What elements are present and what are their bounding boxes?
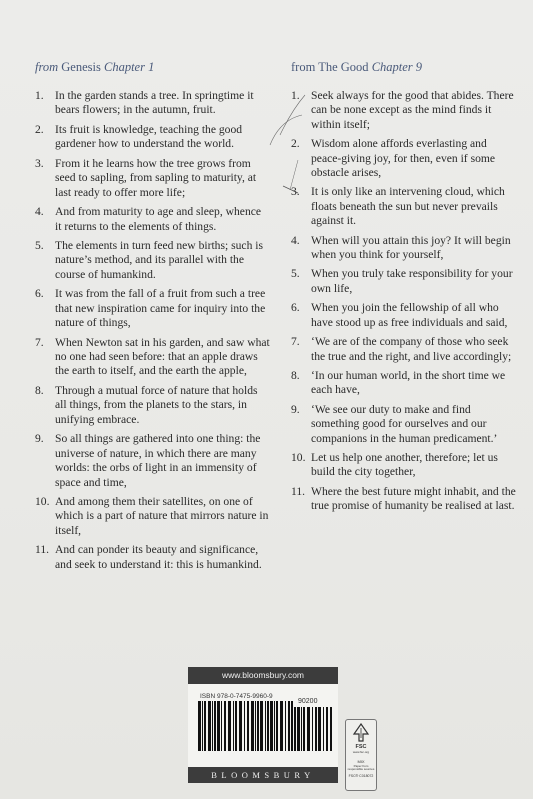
verse-text: Through a mutual force of nature that holds all things, from the planets to the stars, in unifying embrace. <box>55 383 258 426</box>
verse <box>291 335 516 364</box>
heading-book: Genesis <box>61 60 101 74</box>
heading-chapter: Chapter 1 <box>103 60 155 74</box>
verse-text: Let us help one another, therefore; let us build the city together, <box>311 450 498 479</box>
verse-text: Wisdom alone affords everlasting and peace-giving joy, for then, even if some obstacle arises, <box>311 137 496 180</box>
verse-text: The elements in turn feed new births; such is nature’s method, and its parallel with the course of humankind. <box>55 239 263 281</box>
verse-number: 5. <box>291 267 300 281</box>
verse <box>35 239 270 282</box>
verse <box>291 451 516 480</box>
fsc-tree-icon <box>352 723 370 743</box>
verse-number: 4. <box>291 233 300 247</box>
heading-from: from <box>35 60 59 74</box>
verse-number: 6. <box>291 301 300 315</box>
verse <box>291 485 516 514</box>
verse-text: In the garden stands a tree. In springtime it bears flowers; in the autumn, fruit. <box>55 89 254 117</box>
verse-number: 6. <box>35 287 44 301</box>
verse-text: It was from the fall of a fruit from such a tree that new inspiration came for inquiry into the nature of things, <box>55 287 266 330</box>
verse-text: Seek always for the good that abides. There can be none except as the mind finds it within itself; <box>311 89 514 131</box>
fsc-claim: Paper from responsible sources <box>347 763 375 771</box>
verse <box>35 495 270 538</box>
verse <box>291 234 516 263</box>
verse <box>291 185 516 228</box>
heading-from: from <box>291 60 316 74</box>
verse-text: And can ponder its beauty and significance, and seek to understand it: this is humankind. <box>55 543 262 571</box>
verse <box>291 403 516 446</box>
verse-number: 7. <box>291 335 300 349</box>
verse-number: 8. <box>291 368 300 382</box>
fsc-site: www.fsc.org <box>352 750 370 754</box>
verse <box>35 157 270 200</box>
verse-text: When you join the fellowship of all who have stood up as free individuals and said, <box>311 301 508 329</box>
isbn-barcode <box>198 701 293 751</box>
heading-chapter: Chapter 9 <box>371 60 423 74</box>
the-good-verses <box>291 89 516 514</box>
genesis-verses <box>35 89 270 572</box>
verse-number: 2. <box>35 122 44 136</box>
verse-text: When you truly take responsibility for your own life, <box>311 267 513 295</box>
verse-number: 2. <box>291 137 300 151</box>
fsc-logo-text: FSC <box>355 744 367 750</box>
verse-text: Its fruit is knowledge, teaching the good gardener how to understand the world. <box>55 122 243 151</box>
publisher-name: BLOOMSBURY <box>188 767 338 783</box>
verse-text: Where the best future might inhabit, and the true promise of humanity be realised at last. <box>311 484 516 513</box>
verse <box>35 205 270 234</box>
the-good-heading <box>291 60 516 75</box>
verse-text: So all things are gathered into one thing: the universe of nature, in which there are many worlds: the orbs of light in an immensity of space and time, <box>55 432 261 489</box>
verse <box>291 267 516 296</box>
verse-number: 11. <box>291 484 306 498</box>
verse-number: 7. <box>35 335 44 349</box>
verse-text: And among them their satellites, on one of which is a part of nature that mirrors nature in itself, <box>55 495 269 537</box>
verse <box>35 89 270 118</box>
verse-number: 4. <box>35 205 44 219</box>
isbn-text: ISBN 978-0-7475-9960-9 <box>200 693 273 700</box>
genesis-heading <box>35 60 270 75</box>
verse <box>291 137 516 180</box>
verse-number: 10. <box>291 450 306 464</box>
genesis-column <box>35 60 270 577</box>
verse-number: 5. <box>35 239 44 253</box>
verse-text: ‘We are of the company of those who seek the true and the right, and live accordingly; <box>311 335 512 363</box>
verse-text: It is only like an intervening cloud, which floats beneath the sun but never prevails against it. <box>311 185 505 228</box>
heading-book: The Good <box>318 60 369 74</box>
verse-text: When Newton sat in his garden, and saw what no one had seen before: that an apple draws the earth to itself, and the earth the apple, <box>55 335 270 378</box>
verse-number: 8. <box>35 383 44 397</box>
verse <box>35 543 270 572</box>
verse <box>291 301 516 330</box>
verse-text: And from maturity to age and sleep, whence it returns to the elements of things. <box>55 205 262 233</box>
verse <box>35 432 270 490</box>
verse <box>35 384 270 427</box>
fsc-mix: MIX <box>357 758 365 764</box>
verse-number: 9. <box>35 432 44 446</box>
verse-number: 1. <box>291 89 300 102</box>
price-code: 90200 <box>298 698 318 705</box>
verse <box>291 89 516 132</box>
verse-number: 3. <box>291 185 300 199</box>
verse <box>35 336 270 379</box>
verse <box>291 369 516 398</box>
price-barcode <box>294 707 332 751</box>
fsc-code: FSC® C018072 <box>348 773 374 778</box>
the-good-column <box>291 60 516 519</box>
barcode-label <box>188 667 338 783</box>
verse <box>35 287 270 330</box>
verse-number: 11. <box>35 543 50 557</box>
verse <box>35 123 270 152</box>
verse-text: From it he learns how the tree grows from seed to sapling, from sapling to maturity, at last ready to offer more life; <box>55 156 257 199</box>
verse-number: 9. <box>291 402 300 416</box>
verse-text: When will you attain this joy? It will begin when you think for yourself, <box>311 233 511 262</box>
verse-text: ‘We see our duty to make and find something good for ourselves and our companions in the human predicament.’ <box>311 402 498 445</box>
verse-number: 10. <box>35 495 50 508</box>
verse-number: 3. <box>35 156 44 170</box>
fsc-badge <box>345 719 377 791</box>
publisher-url: www.bloomsbury.com <box>188 667 338 684</box>
verse-number: 1. <box>35 89 44 102</box>
verse-text: ‘In our human world, in the short time we each have, <box>311 368 506 397</box>
